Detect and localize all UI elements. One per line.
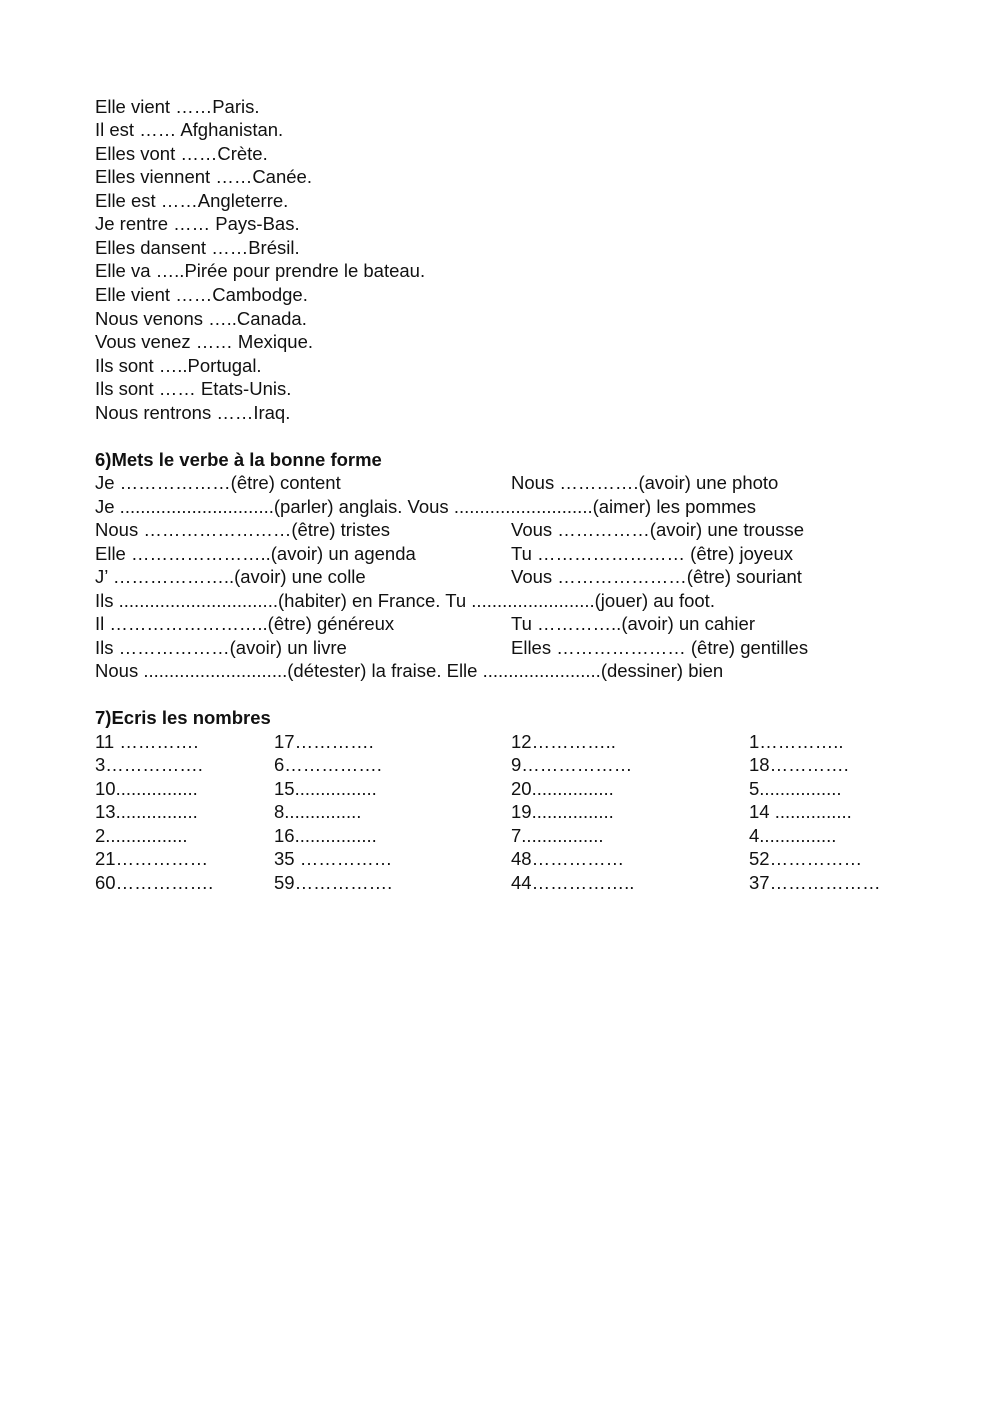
number-item: 14 ............... xyxy=(749,801,852,822)
verb-item: Je ………………(être) content xyxy=(95,472,341,493)
number-item: 2................ xyxy=(95,825,188,846)
verb-item: Tu …………………… (être) joyeux xyxy=(511,543,793,564)
verb-item: Vous …………………(être) souriant xyxy=(511,566,802,587)
list-item: Elles vont ……Crète. xyxy=(95,143,268,164)
number-item: 11 …………. xyxy=(95,731,199,752)
verb-item: Je ..............................(parler) anglais. Vous ...........................(aimer) les pommes xyxy=(95,496,757,517)
list-item: Ils sont …..Portugal. xyxy=(95,355,262,376)
section-title: 6)Mets le verbe à la bonne forme xyxy=(95,449,382,470)
number-item: 6……………. xyxy=(274,754,382,775)
verb-item: Nous ……………………(être) tristes xyxy=(95,519,391,540)
number-item: 48…………… xyxy=(511,848,625,869)
verb-item: Nous ………….(avoir) une photo xyxy=(511,472,779,493)
list-item: Elle vient ……Paris. xyxy=(95,96,260,117)
number-item: 9……………… xyxy=(511,754,633,775)
list-item: Elles viennent ……Canée. xyxy=(95,166,312,187)
verb-item: Nous ............................(détester) la fraise. Elle .......................(dessiner) bien xyxy=(95,660,724,681)
number-item: 15................ xyxy=(274,778,377,799)
list-item: Elle est ……Angleterre. xyxy=(95,190,289,211)
number-item: 20................ xyxy=(511,778,614,799)
verb-item: Vous ……………(avoir) une trousse xyxy=(511,519,805,540)
number-item: 60……………. xyxy=(95,872,214,893)
number-item: 4............... xyxy=(749,825,837,846)
number-item: 5................ xyxy=(749,778,842,799)
list-item: Je rentre …… Pays-Bas. xyxy=(95,213,300,234)
number-item: 35 …………… xyxy=(274,848,393,869)
section-title: 7)Ecris les nombres xyxy=(95,707,271,728)
list-item: Nous venons …..Canada. xyxy=(95,308,307,329)
verb-item: Ils ………………(avoir) un livre xyxy=(95,637,347,658)
number-item: 59……………. xyxy=(274,872,393,893)
list-item: Il est …… Afghanistan. xyxy=(95,119,284,140)
number-item: 52…………… xyxy=(749,848,863,869)
list-item: Nous rentrons ……Iraq. xyxy=(95,402,291,423)
verb-item: Il ……………………..(être) généreux xyxy=(95,613,395,634)
number-item: 18…………. xyxy=(749,754,849,775)
list-item: Vous venez …… Mexique. xyxy=(95,331,313,352)
number-item: 19................ xyxy=(511,801,614,822)
number-item: 7................ xyxy=(511,825,604,846)
verb-item: Elle …………………..(avoir) un agenda xyxy=(95,543,416,564)
number-item: 17…………. xyxy=(274,731,374,752)
list-item: Ils sont …… Etats-Unis. xyxy=(95,378,292,399)
list-item: Elles dansent ……Brésil. xyxy=(95,237,300,258)
number-item: 10................ xyxy=(95,778,198,799)
number-item: 44…………….. xyxy=(511,872,635,893)
verb-item: Ils ...............................(habiter) en France. Tu ........................(jouer) au foot. xyxy=(95,590,715,611)
number-item: 21…………… xyxy=(95,848,209,869)
list-item: Elle vient ……Cambodge. xyxy=(95,284,308,305)
number-item: 13................ xyxy=(95,801,198,822)
number-item: 37……………… xyxy=(749,872,881,893)
number-item: 12………….. xyxy=(511,731,616,752)
number-item: 8............... xyxy=(274,801,362,822)
verb-item: J’ ………………..(avoir) une colle xyxy=(95,566,366,587)
verb-item: Elles ………………… (être) gentilles xyxy=(511,637,809,658)
number-item: 1………….. xyxy=(749,731,844,752)
verb-item: Tu …………..(avoir) un cahier xyxy=(511,613,755,634)
list-item: Elle va …..Pirée pour prendre le bateau. xyxy=(95,260,426,281)
number-item: 3……………. xyxy=(95,754,203,775)
number-item: 16................ xyxy=(274,825,377,846)
